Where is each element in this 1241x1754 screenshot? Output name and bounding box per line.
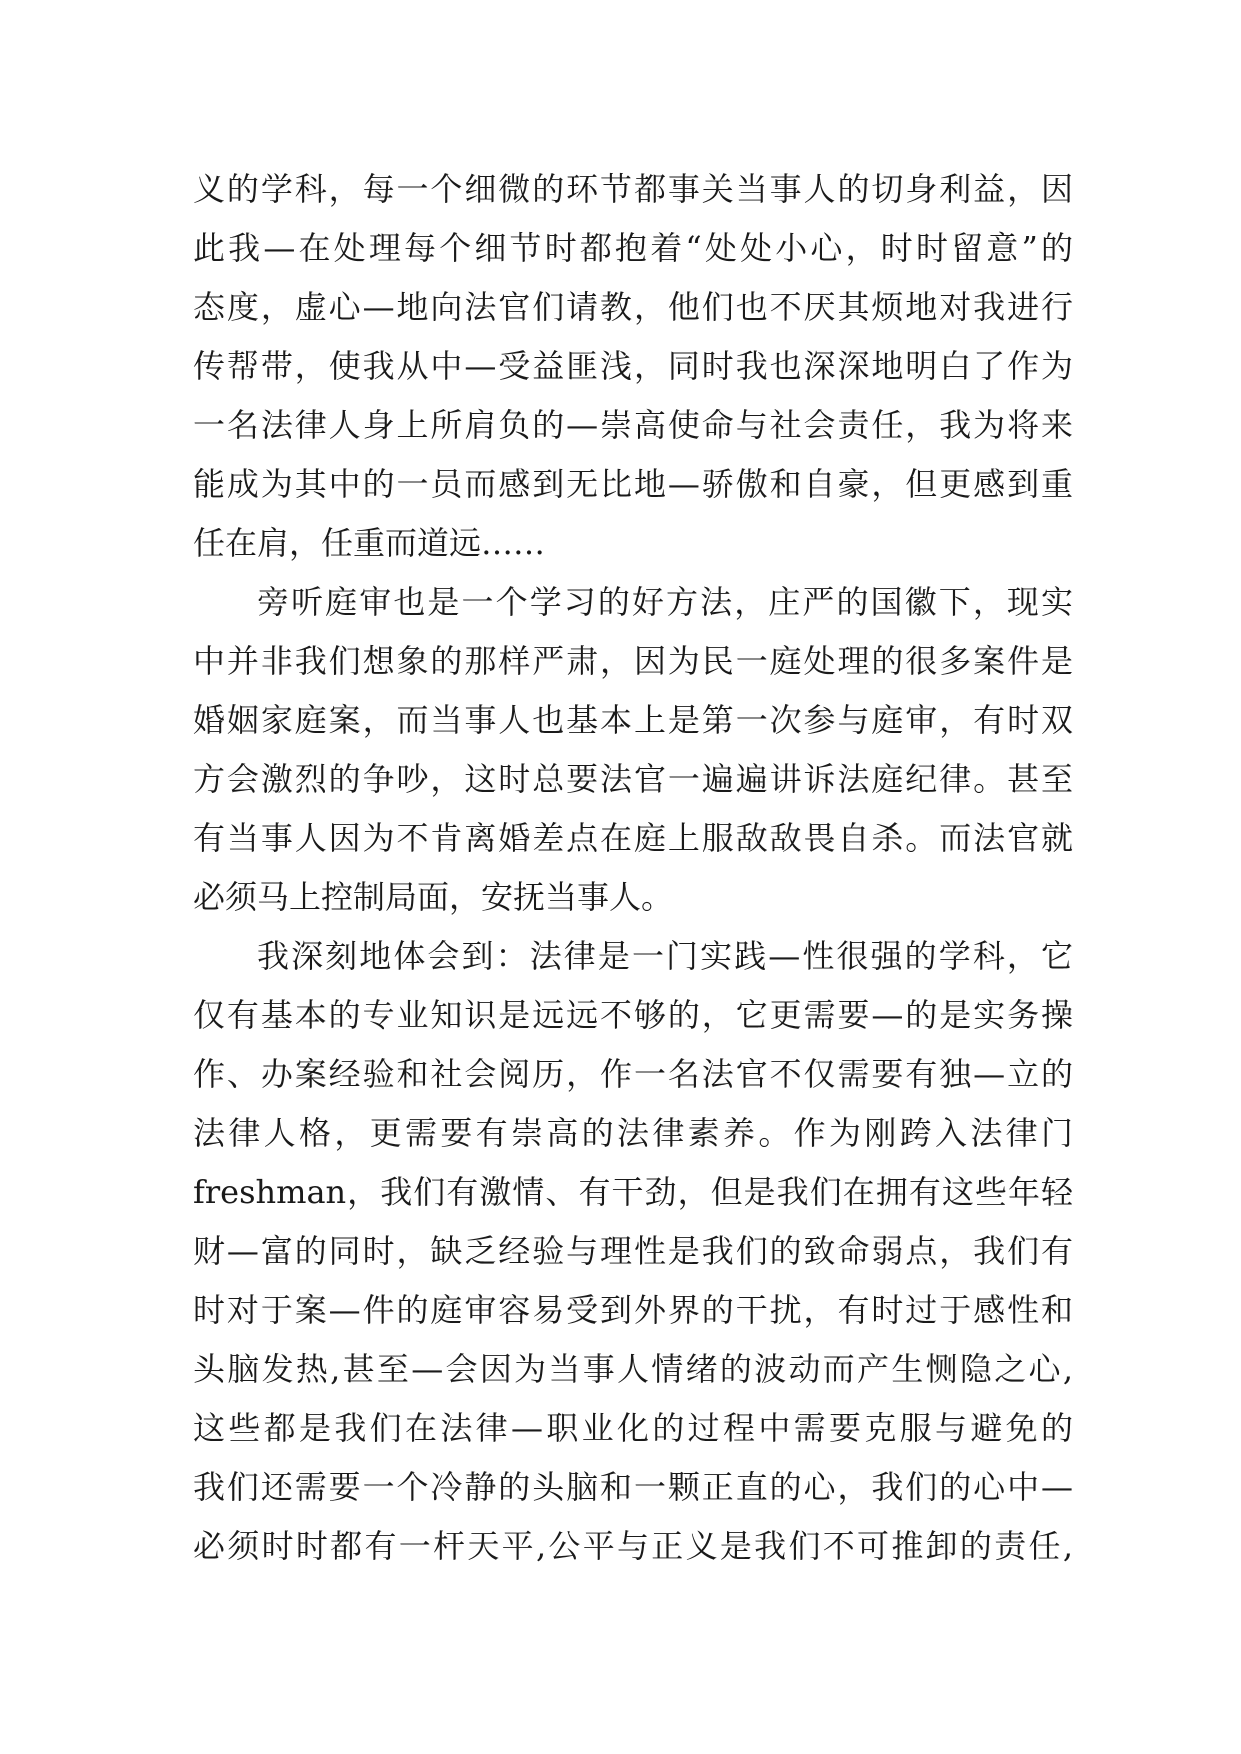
text-line: 方会激烈的争吵，这时总要法官一遍遍讲诉法庭纪律。甚至 xyxy=(193,760,1073,798)
text-line: 中并非我们想象的那样严肃，因为民一庭处理的很多案件是 xyxy=(193,642,1073,680)
text-line: 有当事人因为不肯离婚差点在庭上服敌敌畏自杀。而法官就 xyxy=(193,819,1073,857)
text-line: 时对于案—件的庭审容易受到外界的干扰，有时过于感性和 xyxy=(193,1291,1073,1329)
text-line: 我们还需要一个冷静的头脑和一颗正直的心，我们的心中— xyxy=(193,1468,1073,1506)
paragraph-first-line: 我深刻地体会到：法律是一门实践—性很强的学科，它 xyxy=(257,937,1073,975)
text-line: 这些都是我们在法律—职业化的过程中需要克服与避免的 xyxy=(193,1409,1073,1447)
text-line: 此我—在处理每个细节时都抱着“处处小心，时时留意”的 xyxy=(193,229,1073,267)
text-line: 作、办案经验和社会阅历，作一名法官不仅需要有独—立的 xyxy=(193,1055,1073,1093)
text-line: 头脑发热,甚至—会因为当事人情绪的波动而产生恻隐之心, xyxy=(193,1350,1073,1388)
text-line: 能成为其中的一员而感到无比地—骄傲和自豪，但更感到重 xyxy=(193,465,1073,503)
paragraph-first-line: 旁听庭审也是一个学习的好方法，庄严的国徽下，现实 xyxy=(257,583,1073,621)
text-line: 义的学科，每一个细微的环节都事关当事人的切身利益，因 xyxy=(193,170,1073,208)
text-line: 法律人格，更需要有崇高的法律素养。作为刚跨入法律门 xyxy=(193,1114,1073,1152)
text-line: 一名法律人身上所肩负的—崇高使命与社会责任，我为将来 xyxy=(193,406,1073,444)
text-line: 必须时时都有一杆天平,公平与正义是我们不可推卸的责任, xyxy=(193,1527,1073,1565)
text-line: 任在肩，任重而道远…… xyxy=(193,524,546,562)
text-line: 婚姻家庭案，而当事人也基本上是第一次参与庭审，有时双 xyxy=(193,701,1073,739)
body-text xyxy=(193,160,1073,1576)
text-line: 财—富的同时，缺乏经验与理性是我们的致命弱点，我们有 xyxy=(193,1232,1073,1270)
text-line: freshman，我们有激情、有干劲，但是我们在拥有这些年轻 xyxy=(193,1173,1073,1211)
text-line: 传帮带，使我从中—受益匪浅，同时我也深深地明白了作为 xyxy=(193,347,1073,385)
text-line: 态度，虚心—地向法官们请教，他们也不厌其烦地对我进行 xyxy=(193,288,1073,326)
text-line: 必须马上控制局面，安抚当事人。 xyxy=(193,878,674,916)
text-line: 仅有基本的专业知识是远远不够的，它更需要—的是实务操 xyxy=(193,996,1073,1034)
